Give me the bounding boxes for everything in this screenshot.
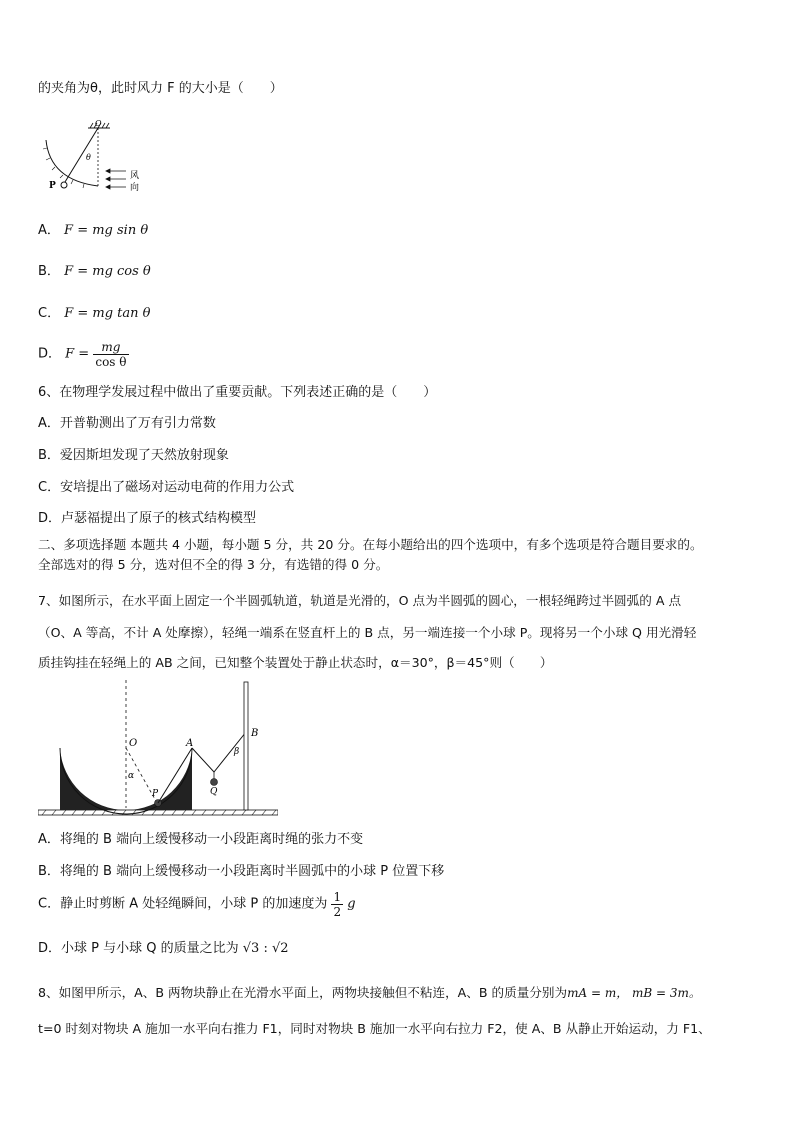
q7-label-alpha: α — [128, 771, 135, 781]
option-text: D．小球 P 与小球 Q 的质量之比为 — [38, 941, 239, 956]
option-formula: √3 : √2 — [242, 941, 289, 956]
fraction-denominator: cos θ — [95, 355, 127, 369]
fraction-denominator: 2 — [333, 905, 342, 919]
option-formula: F = mg cos θ — [64, 264, 151, 279]
q7-stem-line-2: （O、A 等高，不计 A 处摩擦），轻绳一端系在竖直杆上的 B 点，另一端连接一个小球 P。现将另一个小球 Q 用光滑轻 — [38, 625, 697, 640]
q6-option-b[interactable]: B．爱因斯坦发现了天然放射现象 — [38, 448, 229, 463]
option-formula: F = mg sin θ — [64, 223, 149, 238]
q7-label-P: P — [152, 789, 159, 799]
q5-stem-tail: 的夹角为θ，此时风力 F 的大小是（ ） — [38, 81, 283, 96]
q5-label-O: O — [95, 119, 102, 128]
q7-stem-line-1: 7、如图所示，在水平面上固定一个半圆弧轨道，轨道是光滑的，O 点为半圆弧的圆心，一根轻绳跨过半圆弧的 A 点 — [38, 593, 682, 608]
section2-instructions-2: 全部选对的得 5 分，选对但不全的得 3 分，有选错的得 0 分。 — [38, 557, 389, 572]
q7-option-a[interactable]: A．将绳的 B 端向上缓慢移动一小段距离时绳的张力不变 — [38, 832, 364, 847]
q7-label-A: A — [186, 738, 194, 749]
q5-option-d[interactable] — [38, 340, 129, 369]
q8-mass-formula: mA = m， mB = 3m。 — [567, 986, 701, 1000]
option-formula: F = mg tan θ — [64, 306, 151, 321]
q5-wind-label-1: 风 — [130, 171, 140, 181]
q7-label-B: B — [251, 728, 259, 739]
fraction-numerator: mg — [93, 340, 128, 355]
q8-stem-line-2: t=0 时刻对物块 A 施加一水平向右推力 F1，同时对物块 B 施加一水平向右拉力 F2，使 A、B 从静止开始运动，力 F1、 — [38, 1021, 711, 1036]
q8-text: 8、如图甲所示，A、B 两物块静止在光滑水平面上，两物块接触但不粘连，A、B 的质量分别为 — [38, 985, 568, 1000]
q7-option-b[interactable]: B．将绳的 B 端向上缓慢移动一小段距离时半圆弧中的小球 P 位置下移 — [38, 864, 445, 879]
q5-option-a[interactable] — [38, 222, 148, 240]
section2-instructions-1: 二、多项选择题 本题共 4 小题，每小题 5 分，共 20 分。在每小题给出的四个选项中，有多个选项是符合题目要求的。 — [38, 537, 703, 552]
option-tail: g — [347, 896, 356, 912]
q5-label-P: P — [49, 181, 56, 191]
option-letter: B． — [38, 264, 60, 279]
q7-label-beta: β — [234, 747, 240, 757]
q8-stem-line-1 — [38, 984, 701, 1002]
q5-option-b[interactable] — [38, 263, 151, 281]
q5-label-theta: θ — [86, 153, 91, 162]
option-letter: C． — [38, 306, 61, 321]
q6-option-c[interactable]: C．安培提出了磁场对运动电荷的作用力公式 — [38, 480, 295, 495]
q7-stem-line-3: 质挂钩挂在轻绳上的 AB 之间，已知整个装置处于静止状态时，α＝30°，β＝45°则（ ） — [38, 655, 553, 670]
q5-wind-label-2: 向 — [130, 183, 140, 193]
option-formula-lhs: F = — [65, 346, 90, 362]
q6-option-a[interactable]: A．开普勒测出了万有引力常数 — [38, 416, 216, 431]
q5-pendulum-figure — [38, 118, 158, 198]
option-fraction — [93, 340, 128, 369]
q7-option-d[interactable] — [38, 940, 289, 958]
q7-figure — [38, 680, 278, 820]
option-letter: A． — [38, 223, 60, 238]
q6-stem: 6、在物理学发展过程中做出了重要贡献。下列表述正确的是（ ） — [38, 385, 437, 400]
option-letter: D． — [38, 346, 62, 362]
q7-option-c[interactable] — [38, 890, 356, 919]
q7-label-Q: Q — [210, 787, 218, 797]
q5-option-c[interactable] — [38, 305, 150, 323]
q7-label-O: O — [129, 738, 138, 749]
fraction-numerator: 1 — [333, 890, 342, 904]
option-text: C．静止时剪断 A 处轻绳瞬间，小球 P 的加速度为 — [38, 896, 328, 912]
option-fraction — [331, 890, 343, 919]
q6-option-d[interactable]: D．卢瑟福提出了原子的核式结构模型 — [38, 511, 257, 526]
